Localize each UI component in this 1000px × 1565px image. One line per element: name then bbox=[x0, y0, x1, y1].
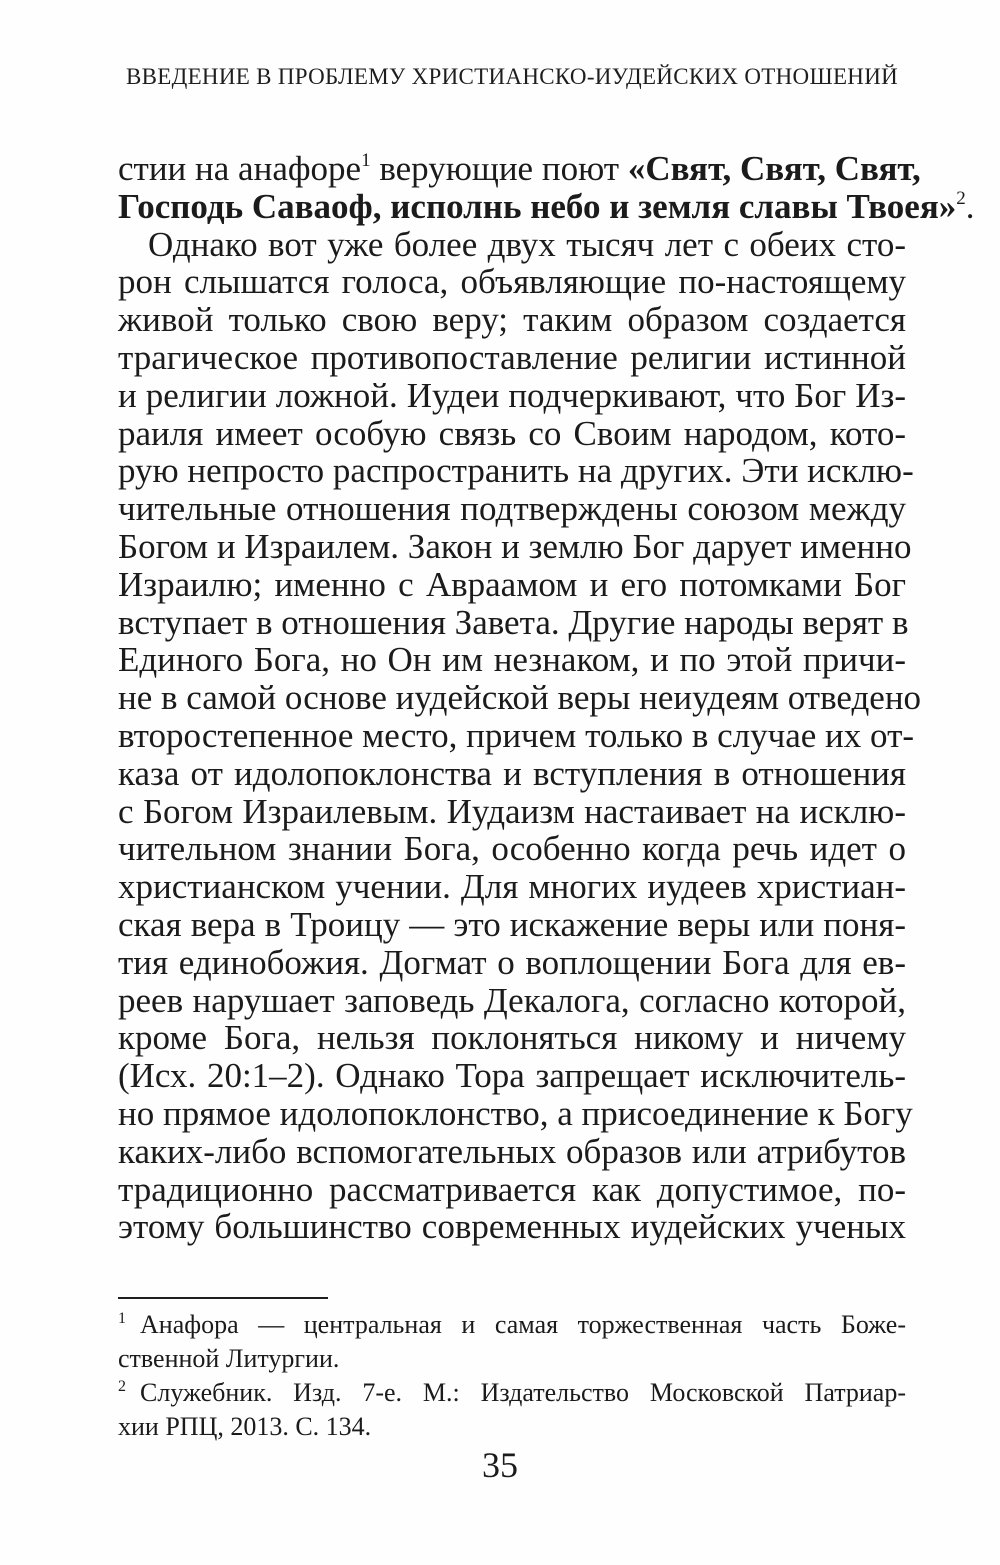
text-fragment: . bbox=[965, 186, 975, 226]
footnote-line bbox=[118, 1308, 906, 1342]
text-line: с Богом Израилевым. Иудаизм настаивает на исклю- bbox=[118, 791, 906, 831]
footnote-ref: 1 bbox=[361, 150, 371, 171]
footnote-divider bbox=[118, 1297, 328, 1299]
footnote-ref: 2 bbox=[956, 187, 966, 209]
text-line: и религии ложной. Иудеи подчеркивают, что Бог Из- bbox=[118, 375, 906, 415]
text-line: (Исх. 20:1–2). Однако Тора запрещает исключитель- bbox=[118, 1056, 906, 1096]
page-number: 35 bbox=[482, 1445, 518, 1485]
text-line: Единого Бога, но Он им незнаком, и по этой причи- bbox=[118, 640, 906, 680]
text-line: раиля имеет особую связь со Своим народом, кото- bbox=[118, 413, 906, 453]
text-line: но прямое идолопоклонство, а присоединение к Богу bbox=[118, 1093, 913, 1133]
text-line: ская вера в Троицу — это искажение веры или поня- bbox=[118, 904, 906, 944]
running-header: ВВЕДЕНИЕ В ПРОБЛЕМУ ХРИСТИАНСКО-ИУДЕЙСКИХ ОТНОШЕНИЙ bbox=[125, 64, 899, 89]
text-line: чительном знании Бога, особенно когда речь идет о bbox=[118, 829, 906, 869]
footnote-text: Анафора — центральная и самая торжественная часть Боже- bbox=[140, 1310, 906, 1339]
footnote-line: хии РПЦ, 2013. С. 134. bbox=[118, 1412, 372, 1441]
footnotes bbox=[118, 1308, 906, 1444]
footnote-line: ственной Литургии. bbox=[118, 1344, 340, 1373]
text-line bbox=[118, 149, 921, 188]
text-line: этому большинство современных иудейских ученых bbox=[118, 1207, 906, 1247]
text-line: Однако вот уже более двух тысяч лет с обеих сто- bbox=[148, 224, 906, 264]
text-line: рую непросто распространить на других. Эти исклю- bbox=[118, 451, 914, 491]
text-line: живой только свою веру; таким образом создается bbox=[118, 300, 906, 340]
text-line: традиционно рассматривается как допустимое, по- bbox=[118, 1169, 906, 1209]
text-line: второстепенное место, причем только в случае их от- bbox=[118, 715, 915, 755]
footnote-text: Служебник. Изд. 7-е. М.: Издательство Московской Патриар- bbox=[140, 1378, 906, 1407]
text-line: Израилю; именно с Авраамом и его потомками Бог bbox=[118, 564, 906, 604]
text-line: тия единобожия. Догмат о воплощении Бога для ев- bbox=[118, 942, 906, 982]
text-line: трагическое противопоставление религии истинной bbox=[118, 337, 906, 377]
text-line: реев нарушает заповедь Декалога, согласно которой, bbox=[118, 980, 906, 1020]
liturgical-quote: «Свят, Свят, Свят, bbox=[627, 149, 921, 188]
text-line: рон слышатся голоса, объявляющие по-настоящему bbox=[118, 262, 906, 302]
text-line bbox=[118, 186, 975, 226]
text-line: вступает в отношения Завета. Другие народы верят в bbox=[118, 602, 909, 642]
footnote-number: 2 bbox=[118, 1378, 126, 1395]
liturgical-quote: Господь Саваоф, исполнь небо и земля славы Твоея» bbox=[118, 186, 957, 226]
text-line: каза от идолопоклонства и вступления в отношения bbox=[118, 753, 906, 793]
text-line: чительные отношения подтверждены союзом между bbox=[118, 489, 906, 529]
text-fragment: верующие поют bbox=[370, 149, 628, 188]
text-fragment: стии на анафоре bbox=[118, 149, 362, 188]
text-line: христианском учении. Для многих иудеев христиан- bbox=[118, 867, 906, 907]
text-line: Богом и Израилем. Закон и землю Бог дарует именно bbox=[118, 526, 912, 566]
main-text bbox=[118, 149, 975, 1247]
text-line: кроме Бога, нельзя поклоняться никому и ничему bbox=[118, 1018, 906, 1058]
text-line: не в самой основе иудейской веры неиудеям отведено bbox=[118, 678, 922, 718]
footnote-line bbox=[118, 1376, 906, 1410]
text-line: каких-либо вспомогательных образов или атрибутов bbox=[118, 1131, 906, 1171]
footnote-number: 1 bbox=[118, 1310, 126, 1327]
